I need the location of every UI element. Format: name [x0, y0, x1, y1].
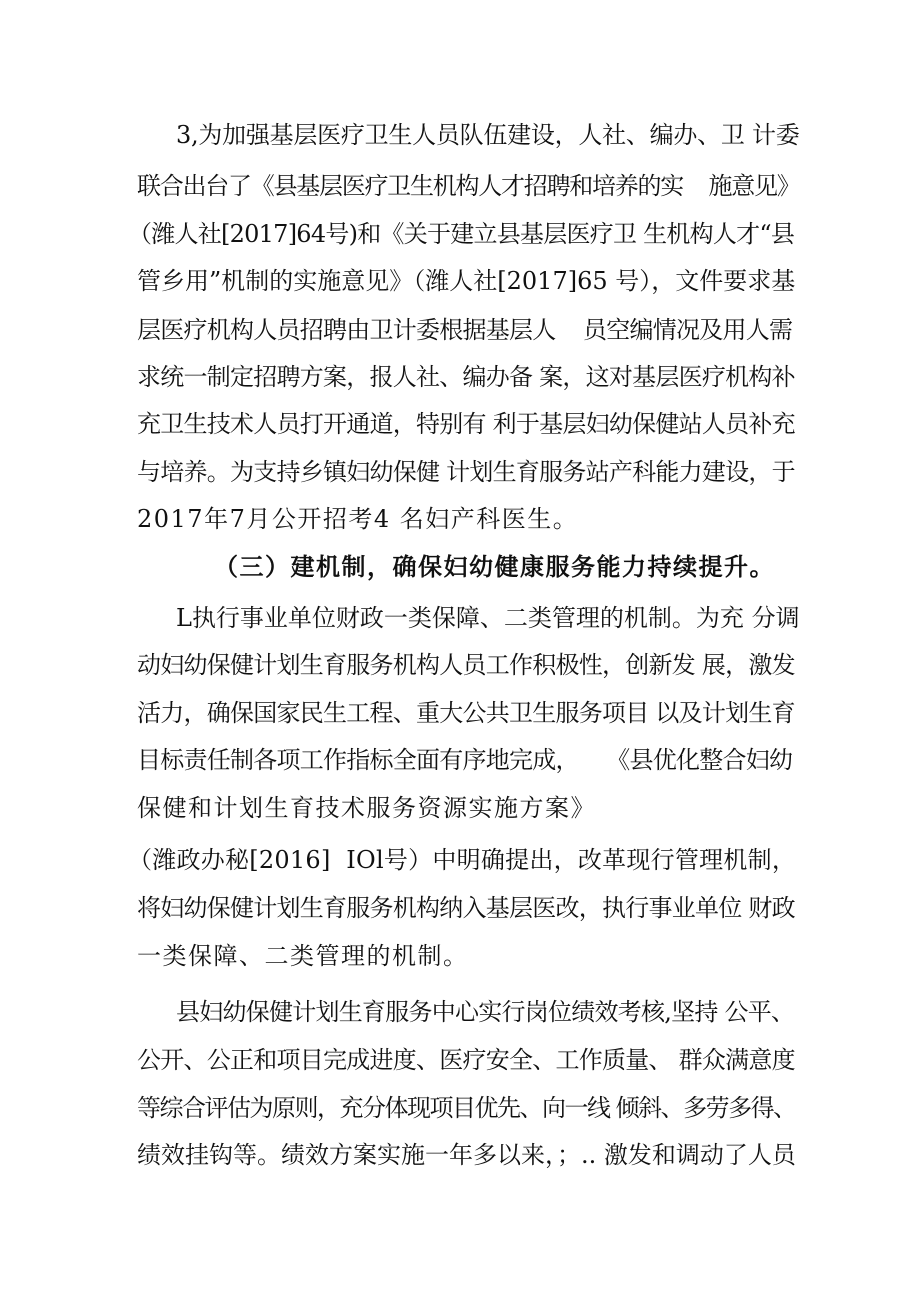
- text-line: 层医疗机构人员招聘由卫计委根据基层人 员空编情况及用人需: [137, 316, 793, 344]
- text-line: 活力，确保国家民生工程、重大公共卫生服务项目 以及计划生育: [137, 699, 795, 727]
- section-heading: （三）建机制，确保妇幼健康服务能力持续提升。: [214, 553, 775, 581]
- text-line: 动妇幼保健计划生育服务机构人员工作积极性，创新发 展，激发: [137, 651, 795, 679]
- text-line: （潍人社[2017]64号)和《关于建立县基层医疗卫 生机构人才“县: [128, 220, 795, 248]
- text-line: L执行事业单位财政一类保障、二类管理的机制。为充 分调: [176, 604, 800, 632]
- text-line: 等综合评估为原则，充分体现项目优先、向一线 倾斜、多劳多得、: [137, 1094, 796, 1122]
- text-line: （潍政办秘[2016] IOl号）中明确提出，改革现行管理机制，: [128, 846, 797, 874]
- text-line: 保健和计划生育技术服务资源实施方案》: [137, 794, 596, 822]
- text-line: 与培养。为支持乡镇妇幼保健 计划生育服务站产科能力建设，于: [137, 458, 795, 486]
- text-line: 县妇幼保健计划生育服务中心实行岗位绩效考核,坚持 公平、: [176, 998, 795, 1026]
- text-line: 3,为加强基层医疗卫生人员队伍建设，人社、编办、卫 计委: [176, 121, 800, 149]
- text-line: 目标责任制各项工作指标全面有序地完成， 《县优化整合妇幼: [137, 746, 793, 774]
- text-line: 将妇幼保健计划生育服务机构纳入基层医改，执行事业单位 财政: [137, 894, 795, 922]
- text-line: 一类保障、二类管理的机制。: [137, 942, 469, 970]
- text-line: 绩效挂钩等。绩效方案实施一年多以来，；.. 激发和调动了人员: [137, 1141, 796, 1169]
- text-line: 求统一制定招聘方案，报人社、编办备 案，这对基层医疗机构补: [137, 363, 795, 391]
- text-line: 充卫生技术人员打开通道，特别有 利于基层妇幼保健站人员补充: [137, 410, 795, 438]
- text-line: 联合出台了《县基层医疗卫生机构人才招聘和培养的实 施意见》: [137, 172, 800, 200]
- text-line: 公开、公正和项目完成进度、医疗安全、工作质量、 群众满意度: [137, 1046, 795, 1074]
- text-line: 2017年7月公开招考4 名妇产科医生。: [137, 505, 579, 533]
- text-line: 管乡用”机制的实施意见》（潍人社[2017]65 号），文件要求基: [137, 267, 796, 295]
